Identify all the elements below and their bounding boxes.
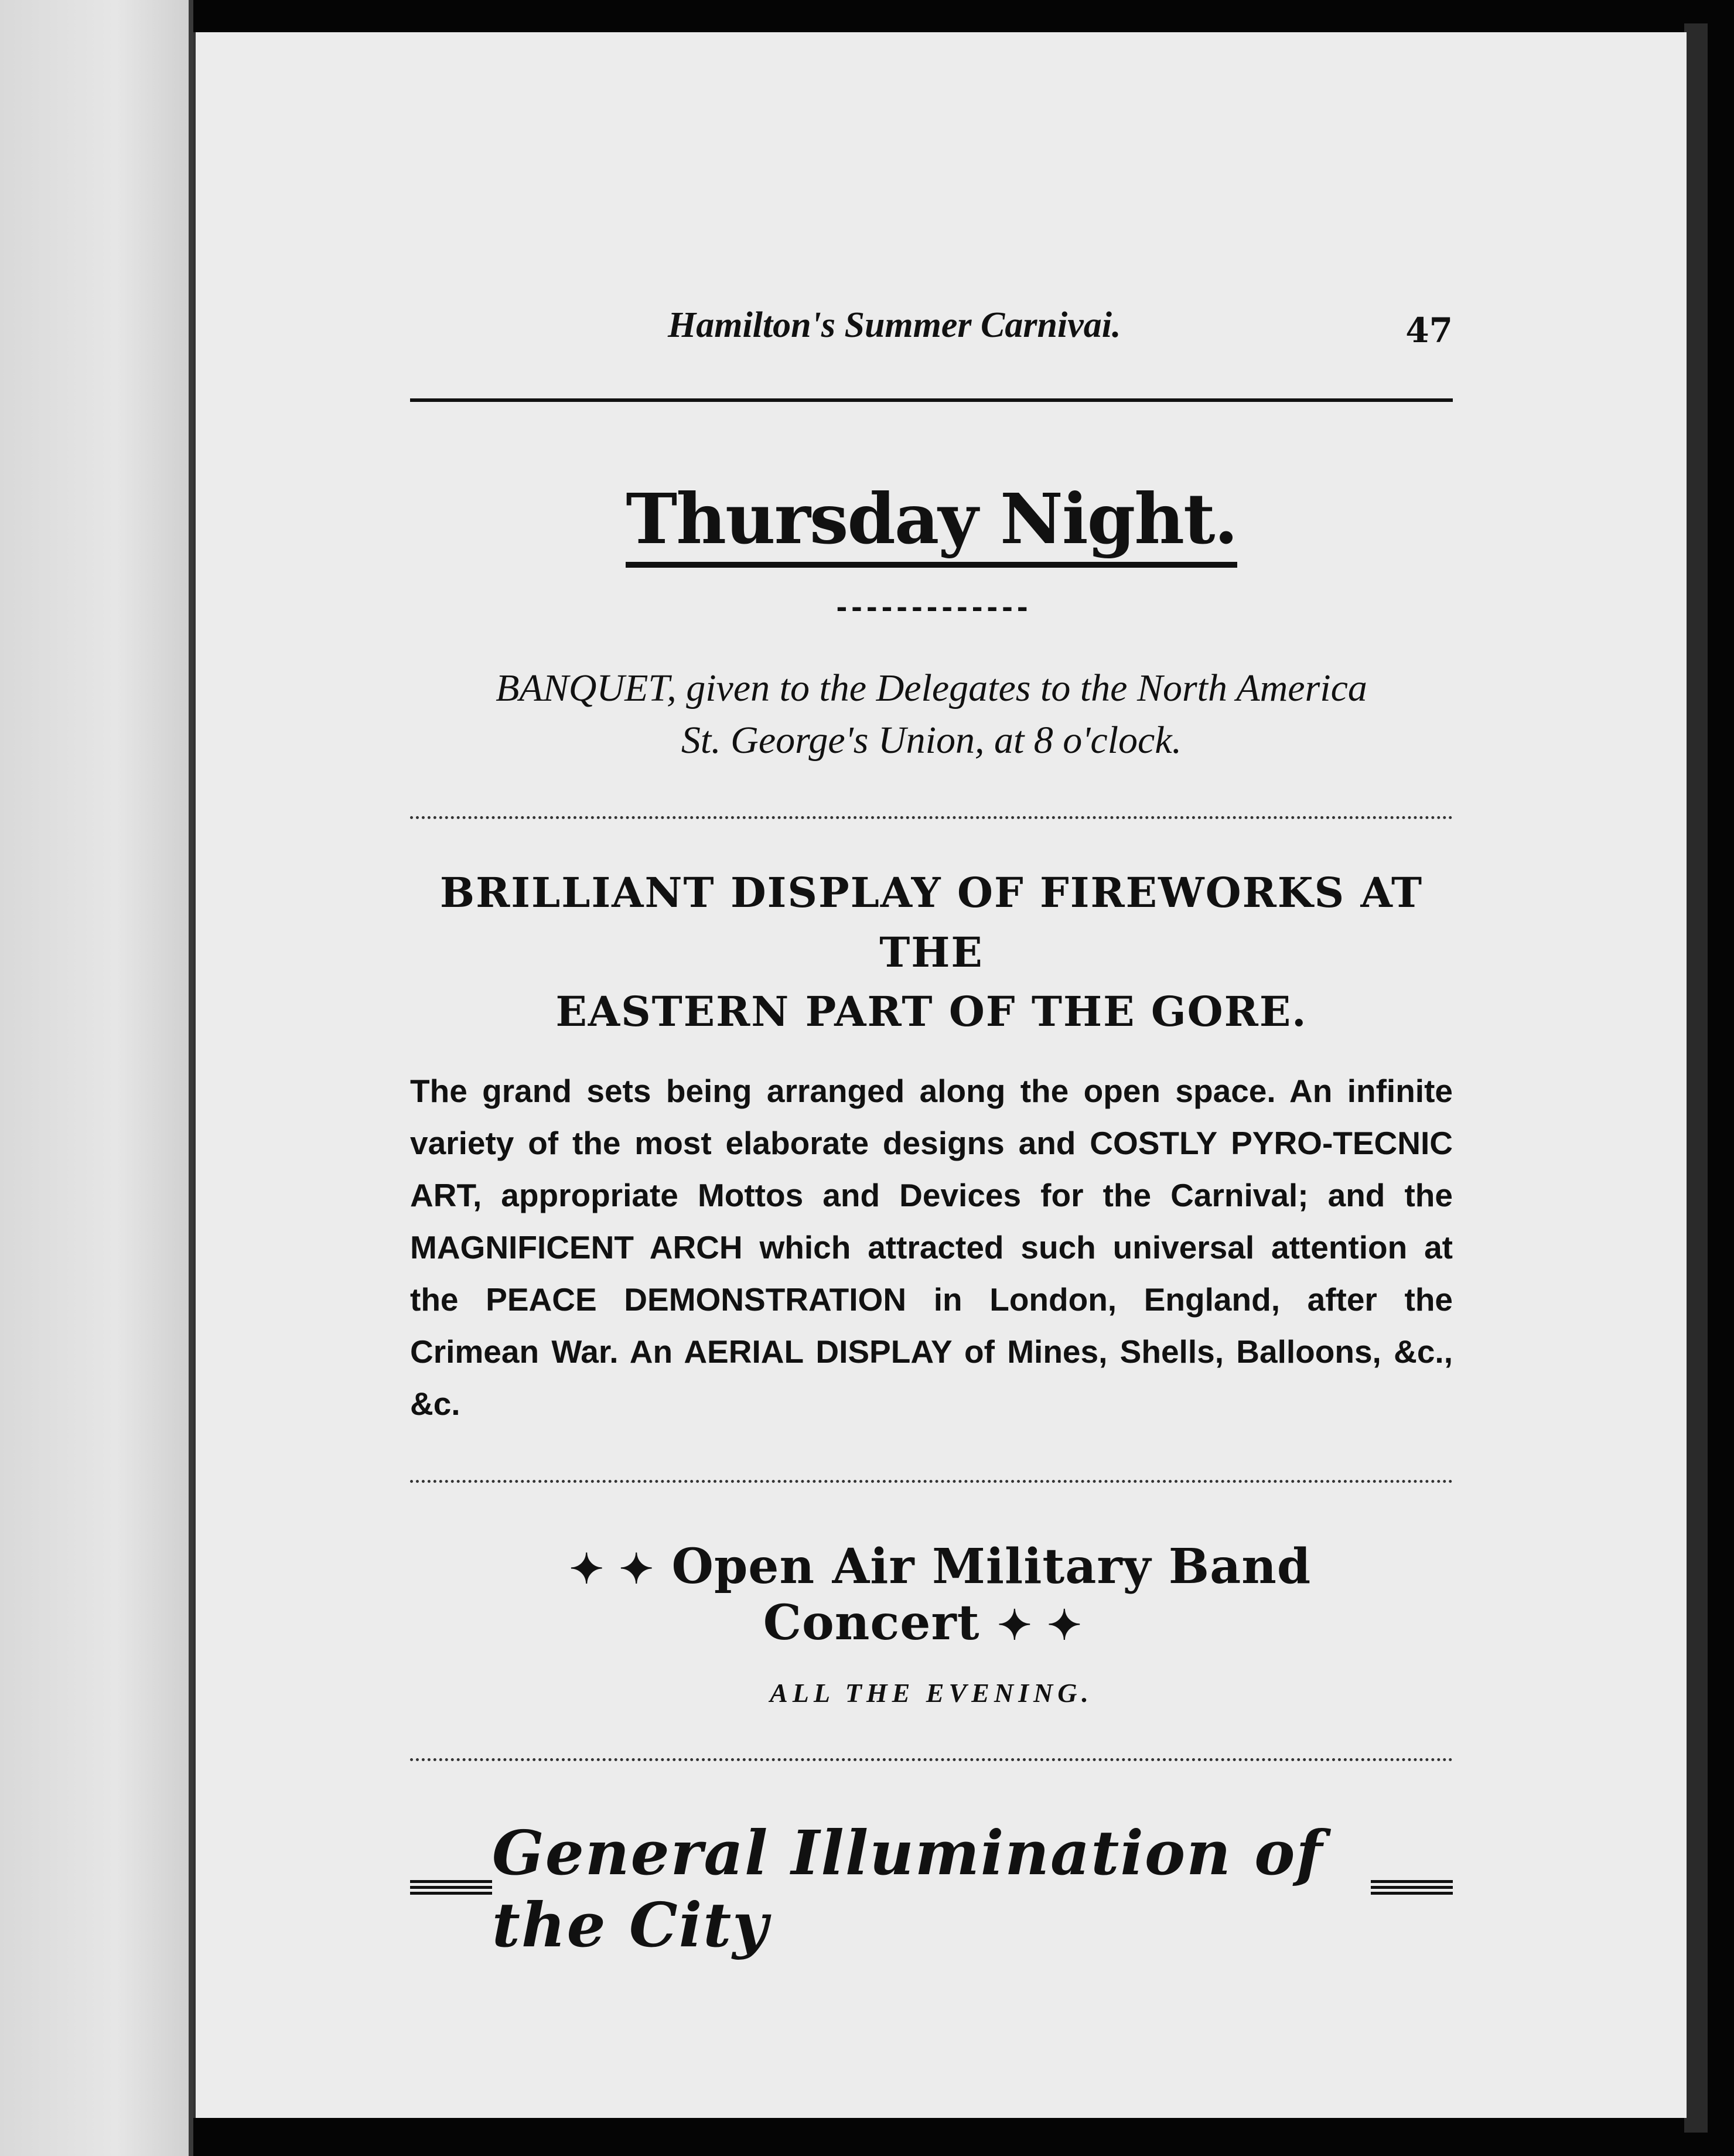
fireworks-description: The grand sets being arranged along the open space. An infinite variety of the most elaborate designs and COSTLY PYRO-TECNIC ART, appropriate Mottos and Devices for the Carnival; and the MAGNIFICENT ARCH which attracted such universal attention at the PEACE DEMONSTRATION in London, England, after the Crimean War. An AERIAL DISPLAY of Mines, Shells, Balloons, &c., &c.: [410, 1072, 1453, 1422]
band-concert-title: Open Air Military Band Concert: [671, 1538, 1312, 1652]
illumination-title: General Illumination of the City: [491, 1817, 1324, 1961]
page-number: 47: [1405, 311, 1453, 350]
left-rule-ornament: [410, 1880, 492, 1898]
fireworks-heading-line-2: EASTERN PART OF THE GORE.: [555, 987, 1308, 1036]
band-concert-heading: [410, 1538, 1453, 1651]
page-content: [410, 293, 1453, 1961]
fireworks-heading-line-1: BRILLIANT DISPLAY OF FIREWORKS AT THE: [439, 868, 1424, 977]
banquet-line-2: St. George's Union, at 8 o'clock.: [681, 719, 1182, 762]
header-rule: [410, 398, 1453, 402]
banquet-line-1: BANQUET, given to the Delegates to the North America: [496, 667, 1367, 709]
section-title-text: Thursday Night.: [626, 478, 1237, 568]
dotted-divider-3: [410, 1758, 1453, 1761]
section-title: [410, 478, 1453, 568]
page-edge-shadow: [1684, 23, 1708, 2133]
right-rule-ornament: [1371, 1880, 1453, 1898]
dotted-divider-2: [410, 1480, 1453, 1483]
book-gutter: [189, 0, 193, 2156]
ornament-icon: ✦ ✦: [569, 1544, 654, 1594]
previous-page-edge: [0, 0, 193, 2156]
band-concert-subtitle: ALL THE EVENING.: [770, 1678, 1093, 1708]
dash-divider: -------------: [833, 592, 1030, 623]
running-title: Hamilton's Summer Carnivai.: [668, 305, 1121, 345]
ornament-icon: ✦ ✦: [997, 1601, 1083, 1650]
fireworks-heading: [410, 863, 1453, 1042]
illumination-banner: [410, 1817, 1453, 1961]
running-head: [410, 293, 1453, 363]
dotted-divider-1: [410, 816, 1453, 819]
banquet-notice: [410, 662, 1453, 766]
